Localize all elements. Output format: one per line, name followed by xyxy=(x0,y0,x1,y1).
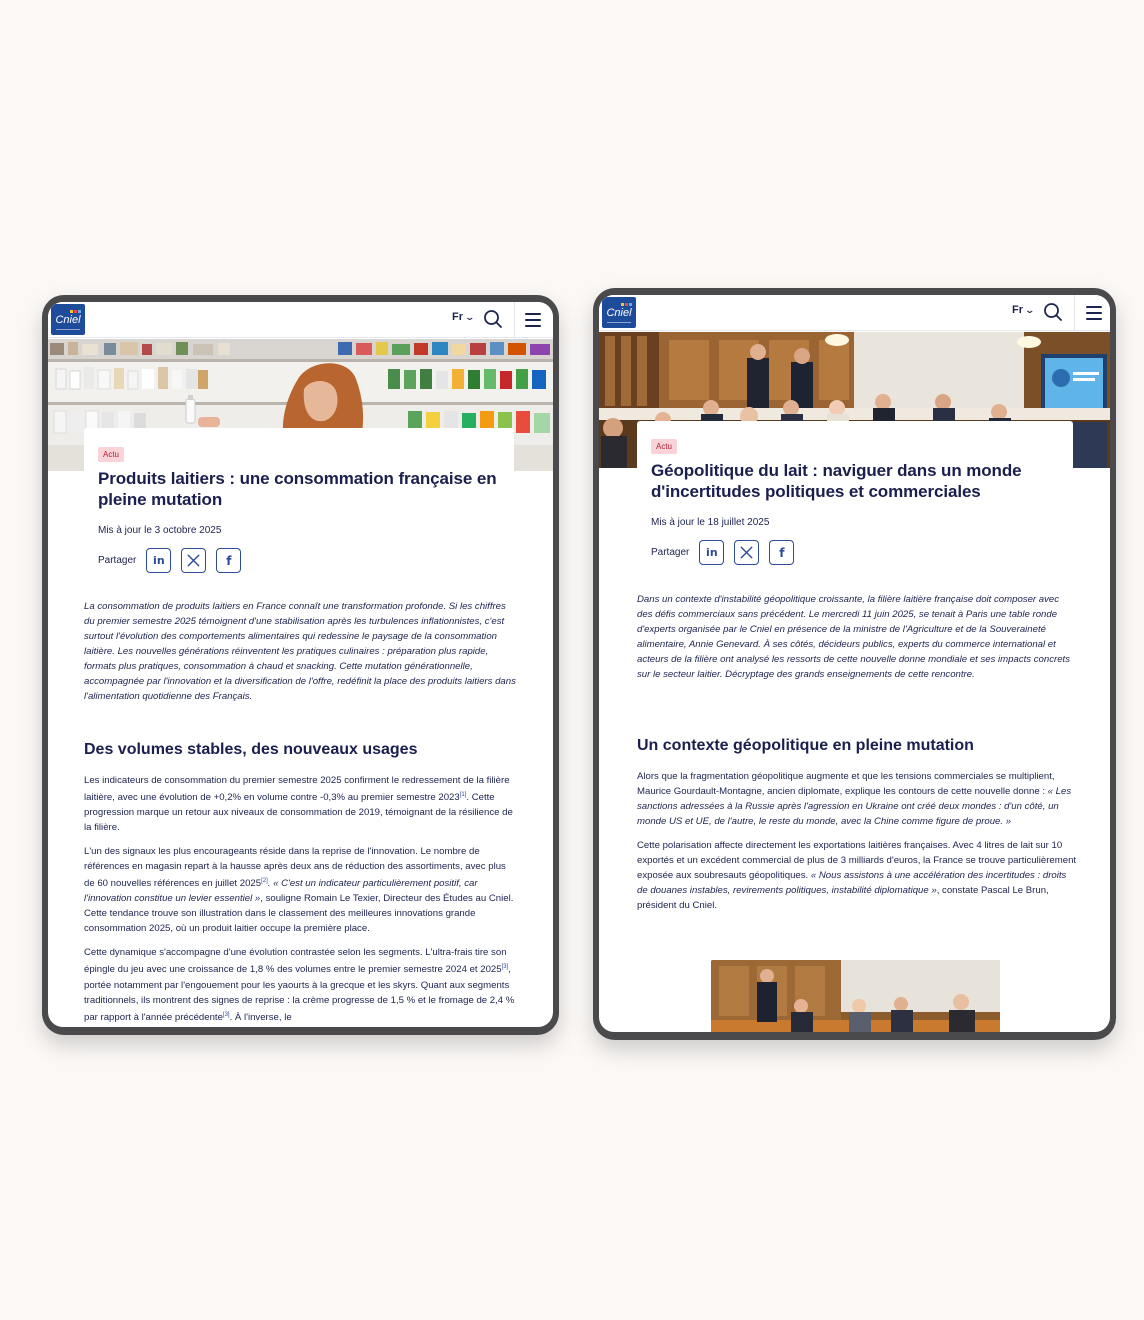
share-label: Partager xyxy=(98,555,137,566)
category-tag[interactable]: Actu xyxy=(98,447,124,462)
screen-right xyxy=(599,295,1110,1032)
hamburger-menu-icon[interactable] xyxy=(1086,306,1102,320)
share-bar xyxy=(98,548,241,573)
tablet-left xyxy=(42,295,559,1035)
language-selector[interactable] xyxy=(1012,304,1034,316)
search-icon[interactable] xyxy=(483,309,503,329)
screen-left xyxy=(48,302,553,1027)
paragraph-3: Cette dynamique s'accompagne d'une évolution contrastée selon les segments. L'ultra-frais tire son épingle du jeu avec une croissance de 1,8 % des volumes entre le premier semestre 2024 et 2025[3], portée notamment par l'engouement pour les yaourts à la grecque et les skyrs. Quant aux segments traditionnels, ils montrent des signes de reprise : la crème progresse de 1,5 % et le fromage de 2,4 % par rapport à l'année précédente[3]. À l'inverse, le xyxy=(84,947,515,1023)
linkedin-share-button[interactable] xyxy=(699,540,724,565)
article-card xyxy=(637,421,1073,1032)
footnote-link[interactable]: [2] xyxy=(261,878,268,885)
search-icon[interactable] xyxy=(1043,302,1063,322)
article-body xyxy=(84,773,516,1027)
footnote-link[interactable]: [3] xyxy=(222,1011,230,1018)
top-bar xyxy=(48,302,553,338)
updated-date: Mis à jour le 18 juillet 2025 xyxy=(651,517,770,528)
footnote-link[interactable]: [3] xyxy=(501,964,509,971)
cniel-logo[interactable] xyxy=(602,297,636,328)
article-intro: La consommation de produits laitiers en France connaît une transformation profonde. Si les chiffres du premier semestre 2025 témoignent d'une stabilisation après les turbulences inflationnistes, c'est surtout l'évolution des comportements alimentaires qui redessine le paysage de la consommation laitière. Les nouvelles générations réinventent les pratiques culinaires : préparation plus rapide, formats plus pratiques, consommation à chaud et snacking. Cette mutation générationnelle, accompagnée par l'innovation et la diversification de l'offre, redéfinit la place des produits laitiers dans l'alimentation quotidienne des Français. xyxy=(84,601,516,702)
paragraph-2: Cette polarisation affecte directement les exportations laitières françaises. Avec 4 litres de lait sur 10 exportés et un excédent commercial de plus de 3 milliards d'euros, la France se trouve particulièrement exposée aux soubresauts géopolitiques. « Nous assistons à une accélération des incertitudes : droits de douanes instables, revirements politiques, instabilité diplomatique », constate Pascal Le Brun, président du Cniel. xyxy=(637,840,1077,911)
paragraph-1: Alors que la fragmentation géopolitique augmente et que les tensions commerciales se multiplient, Maurice Gourdault-Montagne, ancien diplomate, explique les contours de cette nouvelle donne : « Les sanctions adressées à la Russie après l'agression en Ukraine ont créé deux mondes : d'un côté, un monde US et UE, de l'autre, le reste du monde, avec la Chine comme figure de proue. » xyxy=(637,771,1072,827)
article-intro: Dans un contexte d'instabilité géopolitique croissante, la filière laitière française doit composer avec des défis commerciaux sans précédent. Le mercredi 11 juin 2025, se tenait à Paris une table ronde d'experts organisée par le Cniel en présence de la ministre de l'Agriculture et de la Souveraineté alimentaire, Annie Genevard. À ses côtés, décideurs publics, experts du commerce international et acteurs de la filière ont analysé les ressorts de cette nouvelle donne mondiale et ses impacts concrets sur le secteur laitier. Décryptage des grands enseignements de cette rencontre. xyxy=(637,594,1071,680)
hamburger-menu-icon[interactable] xyxy=(525,313,541,327)
header-divider xyxy=(1074,295,1075,331)
header-divider xyxy=(514,302,515,338)
tablet-right xyxy=(593,288,1116,1040)
article-title: Produits laitiers : une consommation française en pleine mutation xyxy=(98,469,497,509)
top-bar xyxy=(599,295,1110,331)
language-selector[interactable] xyxy=(452,311,474,323)
footnote-link[interactable]: [1] xyxy=(459,792,467,798)
x-share-button[interactable] xyxy=(181,548,206,573)
language-label: Fr xyxy=(452,311,463,323)
logo-text: Cniel xyxy=(55,313,81,326)
section-heading: Des volumes stables, des nouveaux usages xyxy=(84,741,418,758)
paragraph-2: L'un des signaux les plus encourageants réside dans la reprise de l'innovation. Le nombre de références en magasin repart à la hausse après deux ans de réduction des assortiments, avec plus de 60 nouvelles références en juillet 2025[2]. « C'est un indicateur particulièrement positif, car l'innovation constitue un levier essentiel », souligne Romain Le Texier, Directeur des Études au Cniel. Cette tendance trouve son illustration dans le classement des meilleures innovations grande consommation 2025, où un produit laitier occupe la première place. xyxy=(84,846,514,935)
facebook-share-button[interactable] xyxy=(216,548,241,573)
chevron-down-icon: ⌄ xyxy=(1024,304,1036,315)
share-label: Partager xyxy=(651,547,690,558)
language-label: Fr xyxy=(1012,304,1023,316)
section-heading: Un contexte géopolitique en pleine mutation xyxy=(637,737,974,754)
facebook-share-button[interactable] xyxy=(769,540,794,565)
share-bar xyxy=(651,540,794,565)
logo-text: Cniel xyxy=(606,306,632,319)
facebook-icon: f xyxy=(779,545,785,560)
paragraph-1: Les indicateurs de consommation du premier semestre 2025 confirment le redressement de la filière laitière, avec une évolution de +0,2% en volume contre -0,3% au premier semestre 2023[1]. Cette progression marque un retour aux niveaux de consommation de 2019, témoignant de la résilience de la filière. xyxy=(84,775,513,834)
facebook-icon: f xyxy=(226,553,232,568)
panel-photo xyxy=(711,960,1000,1032)
cniel-logo[interactable] xyxy=(51,304,85,335)
linkedin-icon: in xyxy=(153,554,165,567)
article-photo-panel xyxy=(711,960,1000,1032)
article-title: Géopolitique du lait : naviguer dans un monde d'incertitudes politiques et commerciales xyxy=(651,461,1022,501)
x-icon xyxy=(186,553,201,568)
category-tag[interactable]: Actu xyxy=(651,439,677,454)
x-share-button[interactable] xyxy=(734,540,759,565)
linkedin-icon: in xyxy=(706,546,718,559)
article-body xyxy=(637,769,1077,922)
x-icon xyxy=(739,545,754,560)
chevron-down-icon: ⌄ xyxy=(464,311,476,322)
updated-date: Mis à jour le 3 octobre 2025 xyxy=(98,525,222,536)
linkedin-share-button[interactable] xyxy=(146,548,171,573)
